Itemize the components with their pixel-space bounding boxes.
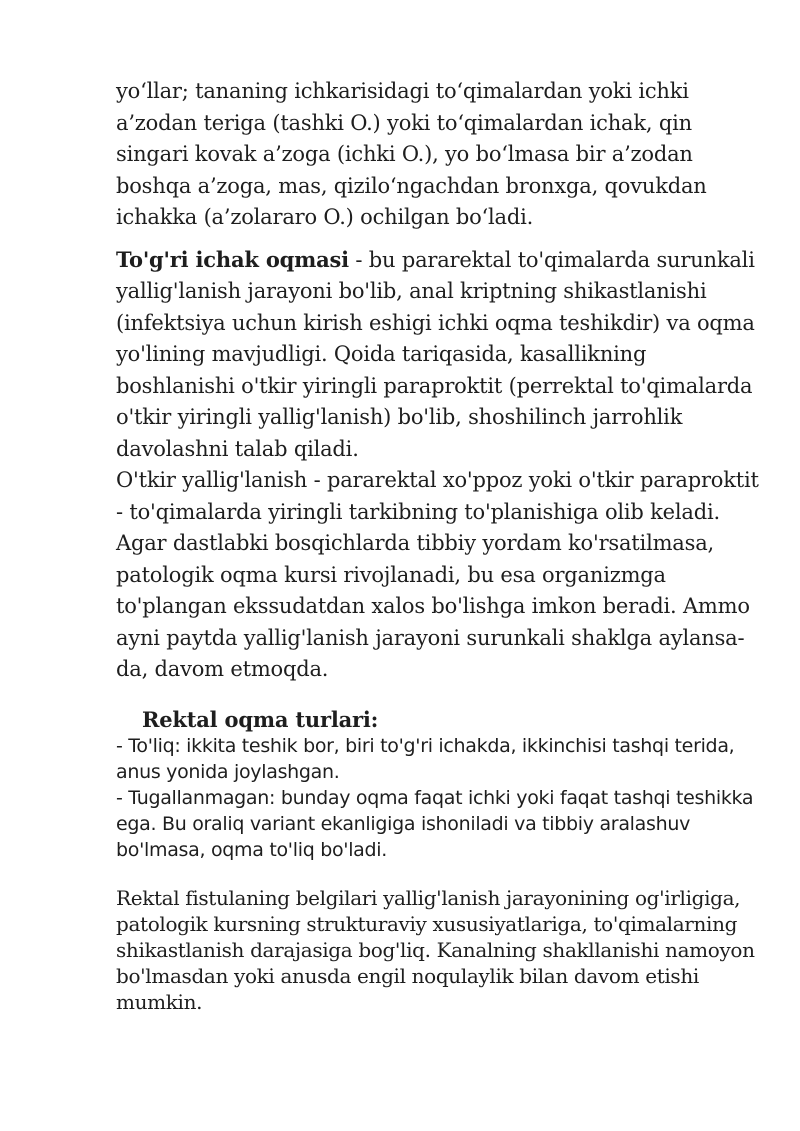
- paragraph-rectal-fistula: [116, 244, 766, 466]
- section-title: Rektal oqma turlari:: [142, 706, 379, 732]
- paragraph-rectal-fistula-text: - bu pararektal to'qimalarda surunkali yallig'lanish jarayoni bo'lib, anal kriptning shikastlanishi (infektsiya uchun kirish eshigi ichki oqma teshikdir) va oqma yo'lining mavjudligi. Qoida tariqasida, kasallikning boshlanishi o'tkir yiringli paraproktit (perrektal to'qimalarda o'tkir yiringli yallig'lanish) bo'lib, shoshilinch jarrohlik davolashni talab qiladi.: [116, 247, 755, 461]
- list-item-complete: - To'liq: ikkita teshik bor, biri to'g'ri ichakda, ikkinchisi tashqi terida, anus yonida joylashgan.: [116, 734, 735, 783]
- paragraph-symptoms: Rektal fistulaning belgilari yallig'lanish jarayonining og'irligiga, patologik kursning strukturaviy xususiyatlariga, to'qimalarning shikastlanish darajasiga bog'liq. Kanalning shakllanishi namoyon bo'lmasdan yoki anusda engil noqulaylik bilan davom etishi mumkin.: [116, 885, 755, 1014]
- term-rectal-fistula: To'g'ri ichak oqmasi: [116, 246, 349, 272]
- list-item-incomplete: - Tugallanmagan: bunday oqma faqat ichki yoki faqat tashqi teshikka ega. Bu oraliq variant ekanligiga ishoniladi va tibbiy aralashuv bo'lmasa, oqma to'liq bo'ladi.: [116, 786, 754, 861]
- document-page: [116, 76, 766, 1015]
- section-fistula-types: [116, 707, 766, 863]
- paragraph-acute-inflammation: O'tkir yallig'lanish - pararektal xo'ppoz yoki o'tkir paraproktit - to'qimalarda yiringli tarkibning to'planishiga olib keladi. Agar dastlabki bosqichlarda tibbiy yordam ko'rsatilmasa, patologik oqma kursi rivojlanadi, bu esa organizmga to'plangan ekssudatdan xalos bo'lishga imkon beradi. Ammo ayni paytda yallig'lanish jarayoni surunkali shaklga aylansa-da, davom etmoqda.: [116, 468, 759, 681]
- paragraph-fistula-definition: yo‘llar; tananing ichkarisidagi to‘qimalardan yoki ichki a’zodan teriga (tashki O.) yoki to‘qimalardan ichak, qin singari kovak a’zoga (ichki O.), yo bo‘lmasa bir a’zodan boshqa a’zoga, mas, qizilo‘ngachdan bronxga, qovukdan ichakka (a’zolararo O.) ochilgan bo‘ladi.: [116, 79, 707, 229]
